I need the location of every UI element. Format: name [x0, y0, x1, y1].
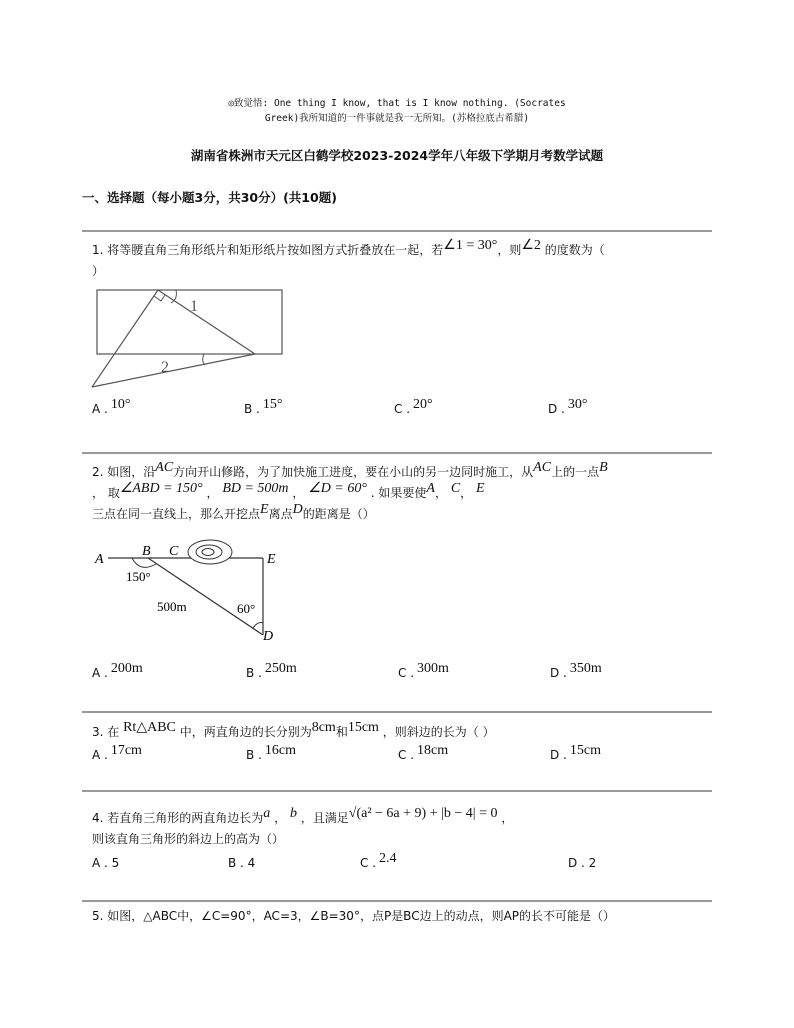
- svg-text:D: D: [263, 629, 274, 644]
- option-b[interactable]: B . 4: [228, 856, 256, 870]
- option-a[interactable]: A . 17cm: [92, 743, 142, 762]
- angle-1-label: 1: [190, 298, 198, 315]
- q1-math: ∠2: [521, 238, 541, 253]
- exam-title: 湖南省株洲市天元区白鹤学校2023-2024学年八年级下学期月考数学试题: [190, 148, 604, 163]
- svg-text:C: C: [169, 544, 179, 559]
- svg-text:60°: 60°: [237, 601, 256, 616]
- svg-text:B: B: [142, 544, 151, 559]
- motto-line-2: Greek)我所知道的一件事就是我一无所知。(苏格拉底古希腊): [264, 113, 530, 124]
- q1-text: 1. 将等腰直角三角形纸片和矩形纸片按如图方式折叠放在一起，若: [92, 243, 444, 257]
- q1-figure: [88, 285, 288, 390]
- section-heading: 一、选择题（每小题3分，共30分）(共10题): [82, 190, 337, 205]
- angle-2-label: 2: [161, 359, 169, 376]
- option-b[interactable]: B . 15°: [244, 397, 283, 416]
- option-d[interactable]: D . 30°: [548, 397, 588, 416]
- question-1: [92, 240, 702, 281]
- question-5: 5. 如图，△ABC中，∠C=90°，AC=3，∠B=30°，点P是BC边上的动点，则AP的长不可能是（）: [92, 909, 616, 923]
- option-c[interactable]: C . 2.4: [360, 851, 397, 870]
- option-b[interactable]: B . 16cm: [246, 743, 296, 762]
- divider: [82, 452, 712, 454]
- svg-text:E: E: [267, 552, 276, 567]
- q1-text: ）: [92, 264, 105, 278]
- option-c[interactable]: C . 300m: [398, 661, 449, 680]
- svg-text:A: A: [95, 552, 104, 567]
- motto-line-1: ◎致觉悟: One thing I know, that is I know nothing. (Socrates: [228, 98, 566, 109]
- q2-figure: [90, 535, 290, 645]
- q1-text: 的度数为（: [544, 243, 605, 257]
- q1-text: ，则: [497, 243, 522, 257]
- option-c[interactable]: C . 20°: [394, 397, 433, 416]
- divider: [82, 790, 712, 792]
- question-4: 4. 若直角三角形的两直角边长为a ， b ，且满足√(a² − 6a + 9) + |b − 4| = 0 ， 则该直角三角形的斜边上的高为（）: [92, 806, 514, 846]
- option-b[interactable]: B . 250m: [246, 661, 297, 680]
- divider: [82, 900, 712, 902]
- svg-text:150°: 150°: [126, 569, 151, 584]
- q1-math: ∠1 = 30°: [443, 238, 498, 253]
- option-a[interactable]: A . 10°: [92, 397, 131, 416]
- option-c[interactable]: C . 18cm: [398, 743, 449, 762]
- question-2: 2. 如图，沿AC方向开山修路，为了加快施工进度，要在小山的另一边同时施工，从AC上的一点B ， 取∠ABD = 150° ， BD = 500m ， ∠D = 60° . 如果要使A， C， E 三点在同一直线上，那么开挖点E离点D的距离是（）: [92, 460, 608, 521]
- option-d[interactable]: D . 2: [568, 856, 597, 870]
- divider: [82, 230, 712, 232]
- option-d[interactable]: D . 15cm: [550, 743, 601, 762]
- svg-text:500m: 500m: [157, 599, 187, 614]
- option-a[interactable]: A . 200m: [92, 661, 143, 680]
- option-d[interactable]: D . 350m: [550, 661, 602, 680]
- divider: [82, 711, 712, 713]
- option-a[interactable]: A . 5: [92, 856, 120, 870]
- question-3: 3. 在 Rt△ABC 中，两直角边的长分别为8cm和15cm ，则斜边的长为（ ）: [92, 720, 495, 739]
